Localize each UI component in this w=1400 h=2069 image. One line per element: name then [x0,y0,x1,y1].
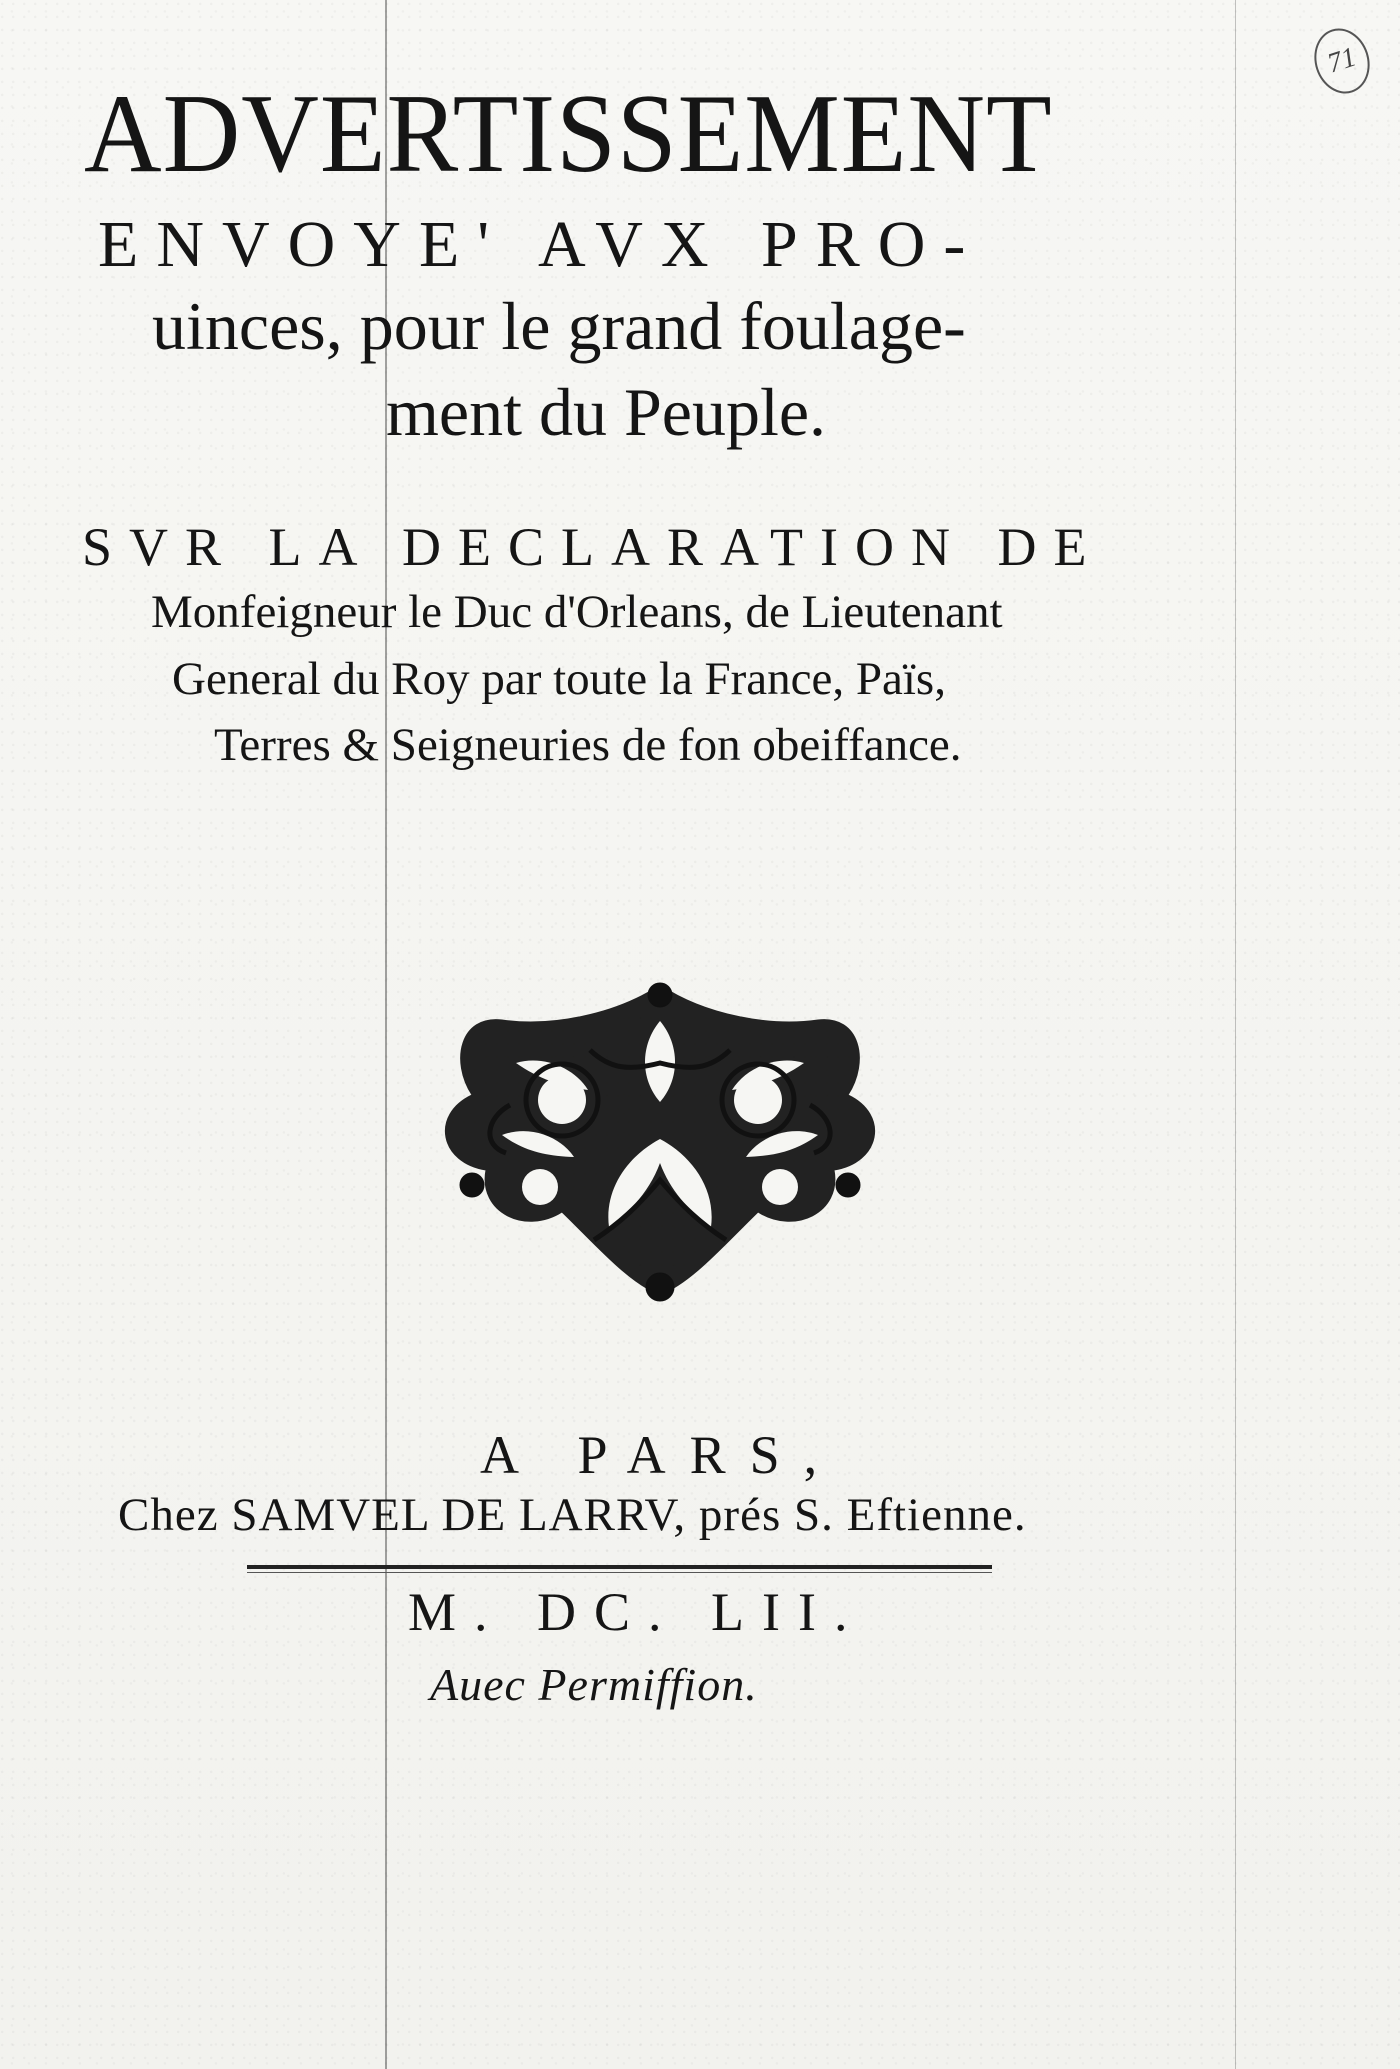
imprint-printer: Chez SAMVEL DE LARRV, prés S. Eftienne. [118,1489,1027,1541]
imprint-place: A PARS, [480,1425,842,1485]
title-line-2: ENVOYE' AVX PRO- [98,208,984,281]
subtitle-line-2: Monfeigneur le Duc d'Orleans, de Lieutenant [151,586,1003,638]
subtitle-line-3: General du Roy par toute la France, Païs, [172,653,946,705]
fold-line-right [1235,0,1236,2069]
title-line-4: ment du Peuple. [386,374,827,450]
imprint-date: M. DC. LII. [408,1582,866,1642]
title-line-1: ADVERTISSEMENT [84,72,1053,196]
decorative-fleuron [430,975,890,1305]
subtitle-line-4: Terres & Seigneuries de fon obeiffance. [214,719,962,771]
imprint-permission: Auec Permiffion. [430,1659,758,1710]
subtitle-line-1: SVR LA DECLARATION DE [82,517,1104,577]
title-line-3: uinces, pour le grand foulage- [152,288,966,364]
imprint-rule [247,1565,992,1569]
imprint-rule-secondary [247,1572,992,1573]
folio-mark: 71 [1306,21,1378,100]
